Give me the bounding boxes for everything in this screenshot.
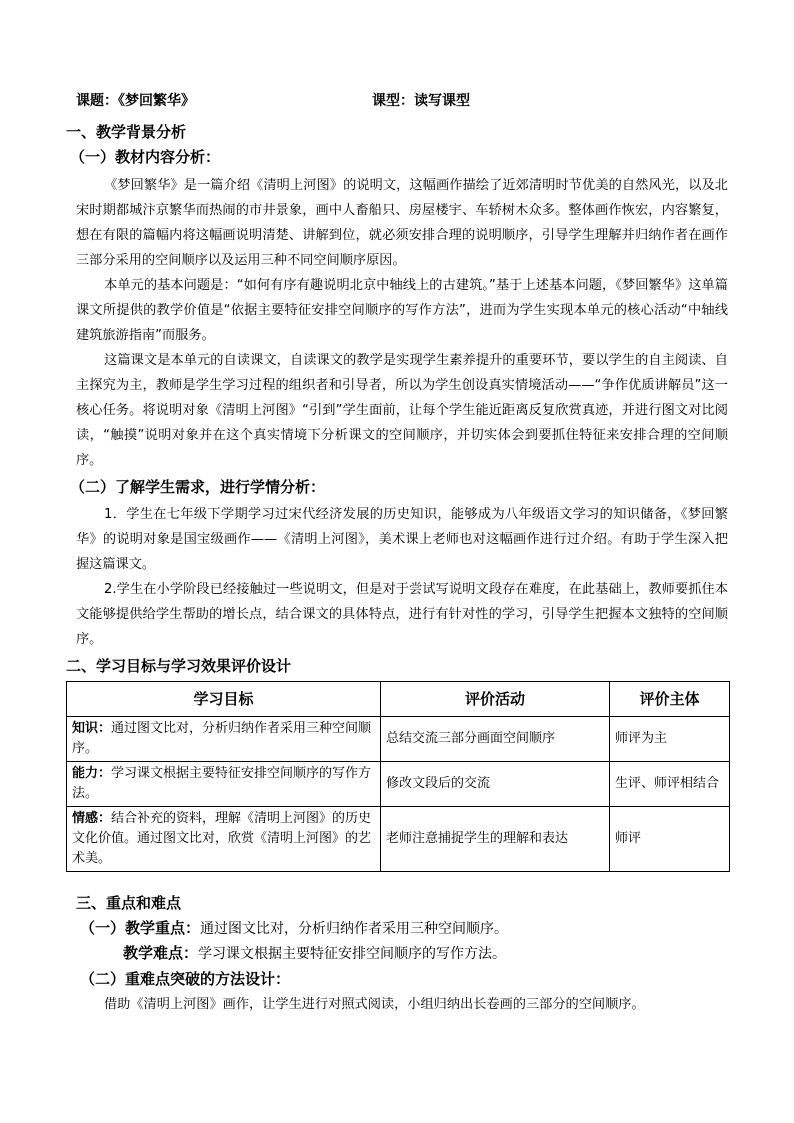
- section1-sub1-p2: 本单元的基本问题是：“如何有序有趣说明北京中轴线上的古建筑。”基于上述基本问题，《梦回繁华》这单篇课文所提供的教学价值是“依据主要特征安排空间顺序的写作方法”，进而为学生实现本单元的核心活动“中轴线建筑旅游指南”而服务。: [76, 278, 728, 343]
- section2-title: 二、学习目标与学习效果评价设计: [66, 657, 292, 675]
- key-point-text: 通过图文比对，分析归纳作者采用三种空间顺序。: [200, 921, 509, 937]
- key-point-line: [80, 918, 508, 939]
- activity-cell: 老师注意捕捉学生的理解和表达: [381, 807, 610, 872]
- difficulty-text: 学习课文根据主要特征安排空间顺序的写作方法。: [198, 946, 507, 962]
- section1-sub1-title: （一）教材内容分析：: [70, 148, 221, 166]
- lesson-title: 《梦回繁华》: [118, 93, 195, 109]
- type-label: 课型：: [372, 93, 414, 109]
- goal-text: 结合补充的资料，理解《清明上河图》的历史文化价值。通过图文比对，欣赏《清明上河图》的艺术美。: [72, 811, 372, 866]
- goal-text: 通过图文比对，分析归纳作者采用三种空间顺序。: [72, 721, 372, 756]
- difficulty-line: [123, 943, 506, 964]
- header-goal: 学习目标: [67, 682, 381, 717]
- section1-sub2-p2: 2.学生在小学阶段已经接触过一些说明文，但是对于尝试写说明文段存在难度，在此基础上，教师要抓住本文能够提供给学生帮助的增长点，结合课文的具体特点，进行有针对性的学习，引导学生把握本文独特的空间顺序。: [76, 582, 728, 647]
- lesson-label: 课题：: [76, 93, 118, 109]
- header-activity: 评价活动: [381, 682, 610, 717]
- header-subject: 评价主体: [610, 682, 730, 717]
- goal-label: 情感：: [72, 811, 112, 826]
- subject-cell: 师评: [610, 807, 730, 872]
- table-row: [67, 807, 730, 872]
- lesson-type-line: [372, 91, 470, 111]
- subject-cell: 生评、师评相结合: [610, 762, 730, 807]
- activity-cell: 修改文段后的交流: [381, 762, 610, 807]
- goal-cell: [67, 762, 381, 807]
- section1-sub2-p1: 1．学生在七年级下学期学习过宋代经济发展的历史知识，能够成为八年级语文学习的知识储备，《梦回繁华》的说明对象是国宝级画作——《清明上河图》，美术课上老师也对这幅画作进行过介绍。有助于学生深入把握这篇课文。: [76, 507, 728, 572]
- section1-sub2-title: （二）了解学生需求，进行学情分析：: [70, 478, 326, 496]
- section1-title: 一、教学背景分析: [66, 123, 187, 141]
- goal-cell: [67, 807, 381, 872]
- section3-sub2-title: （二）重难点突破的方法设计：: [80, 970, 291, 988]
- goal-cell: [67, 717, 381, 762]
- difficulty-label: 教学难点：: [123, 944, 199, 962]
- subject-cell: 师评为主: [610, 717, 730, 762]
- section1-sub1-p1: 《梦回繁华》是一篇介绍《清明上河图》的说明文，这幅画作描绘了近郊清明时节优美的自然风光，以及北宋时期都城汴京繁华而热闹的市井景象，画中人畜船只、房屋楼宇、车轿树木众多。整体画作恢宏，内容繁复，想在有限的篇幅内将这幅画说明清楚、讲解到位，就必须安排合理的说明顺序，引导学生理解并归纳作者在画作三部分采用的空间顺序以及运用三种不同空间顺序原因。: [76, 178, 728, 268]
- section3-title: 三、重点和难点: [76, 894, 182, 912]
- goal-label: 能力：: [72, 766, 112, 781]
- key-point-label: （一）教学重点：: [80, 919, 201, 937]
- table-row: [67, 717, 730, 762]
- lesson-title-line: [76, 91, 195, 111]
- activity-cell: 总结交流三部分画面空间顺序: [381, 717, 610, 762]
- goal-text: 学习课文根据主要特征安排空间顺序的写作方法。: [72, 766, 372, 801]
- table-row: [67, 762, 730, 807]
- table-header-row: [67, 682, 730, 717]
- evaluation-table: [66, 681, 730, 872]
- goal-label: 知识：: [72, 721, 112, 736]
- section1-sub1-p3: 这篇课文是本单元的自读课文，自读课文的教学是实现学生素养提升的重要环节，要以学生的自主阅读、自主探究为主，教师是学生学习过程的组织者和引导者，所以为学生创设真实情境活动——“争作优质讲解员”这一核心任务。将说明对象《清明上河图》“引到”学生面前，让每个学生能近距离反复欣赏真迹，并进行图文对比阅读，“触摸”说明对象并在这个真实情境下分析课文的空间顺序，并切实体会到要抓住特征来安排合理的空间顺序。: [76, 353, 728, 468]
- section3-sub2-p1: 借助《清明上河图》画作，让学生进行对照式阅读，小组归纳出长卷画的三部分的空间顺序。: [104, 997, 645, 1012]
- type-value: 读写课型: [414, 93, 470, 109]
